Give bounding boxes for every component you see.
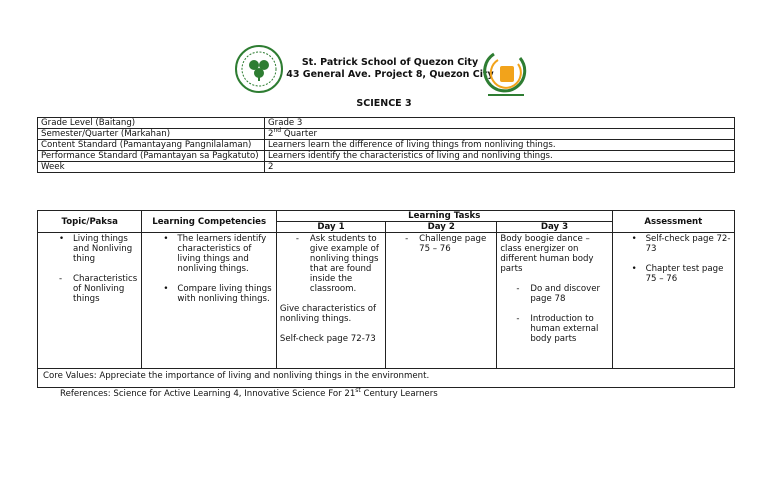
list-item: - Ask students to give example of nonliving things that are found inside the classroom. <box>295 234 379 294</box>
day3-header: Day 3 <box>497 222 612 233</box>
day3-intro: Body boogie dance – class energizer on different human body parts <box>500 234 594 274</box>
day1-header: Day 1 <box>276 222 385 233</box>
tasks-header: Learning Tasks <box>276 211 612 222</box>
table-row <box>38 129 735 140</box>
list-item: • Chapter test page 75 – 76 <box>631 264 724 284</box>
quarter-suffix: nd <box>273 127 282 134</box>
day2-header: Day 2 <box>386 222 497 233</box>
info-label: Semester/Quarter (Markahan) <box>38 129 265 140</box>
list-item: • The learners identify characteristics of living things and nonliving things. <box>163 234 267 274</box>
table-header-row <box>38 211 735 222</box>
list-item: - Characteristics of Nonliving things <box>59 274 138 304</box>
competencies-cell <box>142 233 276 369</box>
assessment-cell <box>612 233 734 369</box>
info-label: Week <box>38 162 265 173</box>
topic-cell <box>38 233 142 369</box>
info-label: Grade Level (Baitang) <box>38 118 265 129</box>
list-item: • Self-check page 72-73 <box>631 234 731 254</box>
info-table <box>37 117 735 173</box>
day1-paragraph: Self-check page 72-73 <box>279 334 376 344</box>
day3-cell <box>497 233 612 369</box>
core-values: Core Values: Appreciate the importance of living and nonliving things in the environment. <box>38 369 735 388</box>
school-address: 43 General Ave. Project 8, Quezon City <box>286 69 494 80</box>
info-value: Learners identify the characteristics of living and nonliving things. <box>265 151 735 162</box>
info-label: Content Standard (Pamantayang Pangnilalaman) <box>38 140 265 151</box>
info-value: Learners learn the difference of living things from nonliving things. <box>265 140 735 151</box>
list-item: - Do and discover page 78 <box>516 284 601 304</box>
info-label: Performance Standard (Pamantayan sa Pagkatuto) <box>38 151 265 162</box>
topic-header: Topic/Paksa <box>38 211 142 233</box>
document-title: SCIENCE 3 <box>356 98 412 109</box>
info-value: 2 <box>265 162 735 173</box>
table-row <box>38 233 735 369</box>
shamrock-seal-icon <box>234 44 284 94</box>
day1-cell <box>276 233 385 369</box>
table-row <box>38 369 735 388</box>
school-header <box>280 57 500 81</box>
references: References: Science for Active Learning 4, Innovative Science For 21st Century Learners <box>60 387 438 399</box>
list-item: - Introduction to human external body parts <box>516 314 599 344</box>
table-row <box>38 140 735 151</box>
quarter-number: 2 <box>268 129 274 139</box>
day2-cell <box>386 233 497 369</box>
competencies-header: Learning Competencies <box>142 211 276 233</box>
lesson-plan-table <box>37 210 735 388</box>
list-item: • Living things and Nonliving thing <box>59 234 133 264</box>
56th-anniversary-logo-icon <box>480 50 532 100</box>
table-row <box>38 151 735 162</box>
table-row <box>38 162 735 173</box>
school-name: St. Patrick School of Quezon City <box>301 57 479 68</box>
table-row <box>38 118 735 129</box>
list-item: • Compare living things with nonliving things. <box>163 284 272 304</box>
list-item: - Challenge page 75 – 76 <box>405 234 487 254</box>
quarter-word: Quarter <box>281 129 318 139</box>
day1-paragraph: Give characteristics of nonliving things. <box>279 304 377 324</box>
info-value <box>265 129 735 140</box>
assessment-header: Assessment <box>612 211 734 233</box>
info-value: Grade 3 <box>265 118 735 129</box>
